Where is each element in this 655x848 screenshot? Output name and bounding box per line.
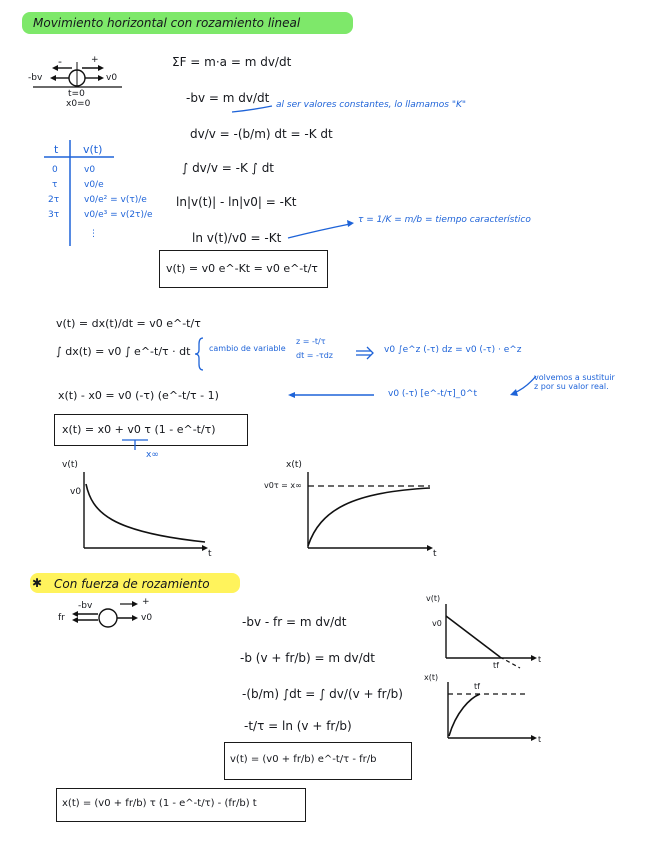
section2-title: Con fuerza de rozamiento xyxy=(54,577,210,591)
eq-separate: dv/v = -(b/m) dt = -K dt xyxy=(190,127,333,141)
graph-v-ylabel: v(t) xyxy=(62,460,78,470)
table-cell: 0 xyxy=(52,165,58,175)
graph2-v-ylabel: v(t) xyxy=(426,594,441,603)
x-inf-label: x∞ xyxy=(146,450,159,460)
diagram2-force-b: -bv xyxy=(78,601,93,611)
table-cell: 2τ xyxy=(48,195,60,205)
graph2-x-ylabel: x(t) xyxy=(424,673,439,682)
eq-logs: ln|v(t)| - ln|v0| = -Kt xyxy=(176,195,297,209)
graph-v-start: v0 xyxy=(70,487,82,497)
section-title: Movimiento horizontal con rozamiento lineal xyxy=(33,16,301,30)
graph2-x-stop: tf xyxy=(474,682,480,691)
eq-velocity-result: v(t) = v0 e^-Kt = v0 e^-t/τ xyxy=(166,262,318,275)
eq-position-result: x(t) = x0 + v0 τ (1 - e^-t/τ) xyxy=(62,423,216,436)
eq2-velocity-result: v(t) = (v0 + fr/b) e^-t/τ - fr/b xyxy=(230,754,377,765)
note-tau: τ = 1/K = m/b = tiempo característico xyxy=(358,215,531,225)
graph-x-asymptote: v0τ = x∞ xyxy=(264,481,302,490)
graph2-v-xlabel: t xyxy=(538,655,542,664)
eq-drag: -bv = m dv/dt xyxy=(186,91,270,105)
eq-pos-1: v(t) = dx(t)/dt = v0 e^-t/τ xyxy=(56,317,201,330)
diagram2-force-f: fr xyxy=(58,613,65,623)
graph-x-ylabel: x(t) xyxy=(286,460,302,470)
table-cell: 3τ xyxy=(48,210,60,220)
evaluated-result: v0 (-τ) [e^-t/τ]_0^t xyxy=(388,389,478,399)
integral-result: v0 ∫e^z (-τ) dz = v0 (-τ) · e^z xyxy=(384,345,522,355)
eq2-position-result: x(t) = (v0 + fr/b) τ (1 - e^-t/τ) - (fr/b) t xyxy=(62,798,257,809)
diagram-t0: t=0 xyxy=(68,89,85,99)
cambio-dt: dt = -τdz xyxy=(296,351,333,360)
table-cell: v0/e² = v(τ)/e xyxy=(84,195,147,205)
note-k: al ser valores constantes, lo llamamos "K" xyxy=(276,100,467,110)
eq-integrate: ∫ dv/v = -K ∫ dt xyxy=(182,161,275,175)
graph-x-xlabel: t xyxy=(433,549,437,559)
eq-newton: ΣF = m·a = m dv/dt xyxy=(172,55,292,69)
diagram2-plus: + xyxy=(142,597,150,607)
table-cell: τ xyxy=(52,180,58,190)
graph-v-xlabel: t xyxy=(208,549,212,559)
diagram-minus: - xyxy=(58,55,62,68)
graph2-x-xlabel: t xyxy=(538,735,542,744)
table-header-v: v(t) xyxy=(83,143,103,156)
eq2-factor: -b (v + fr/b) = m dv/dt xyxy=(240,651,375,665)
eq-log-ratio: ln v(t)/v0 = -Kt xyxy=(192,231,282,245)
eq2-integrate: -(b/m) ∫dt = ∫ dv/(v + fr/b) xyxy=(242,687,403,701)
diagram-force: -bv xyxy=(28,73,43,83)
diagram-plus: + xyxy=(91,55,99,65)
table-header-t: t xyxy=(54,143,59,156)
table-cell: v0 xyxy=(84,165,96,175)
cambio-label: cambio de variable xyxy=(209,344,286,353)
diagram-x0: x0=0 xyxy=(66,99,91,109)
eq2-newton: -bv - fr = m dv/dt xyxy=(242,615,347,629)
eq-pos-3: x(t) - x0 = v0 (-τ) (e^-t/τ - 1) xyxy=(58,389,219,402)
note-volvemos: volvemos a sustituir z por su valor real. xyxy=(534,373,615,392)
eq2-log: -t/τ = ln (v + fr/b) xyxy=(244,719,352,733)
diagram-v0: v0 xyxy=(106,73,118,83)
graph2-v-stop: tf xyxy=(493,661,499,670)
table-cell: v0/e³ = v(2τ)/e xyxy=(84,210,153,220)
table-cell: v0/e xyxy=(84,180,104,190)
graph2-v-start: v0 xyxy=(432,619,442,628)
table-cell: ⋮ xyxy=(89,229,98,239)
cambio-z: z = -t/τ xyxy=(296,337,326,346)
diagram2-v0: v0 xyxy=(141,613,153,623)
section2-star: ✱ xyxy=(32,576,43,590)
eq-pos-2: ∫ dx(t) = v0 ∫ e^-t/τ · dt xyxy=(56,345,191,358)
